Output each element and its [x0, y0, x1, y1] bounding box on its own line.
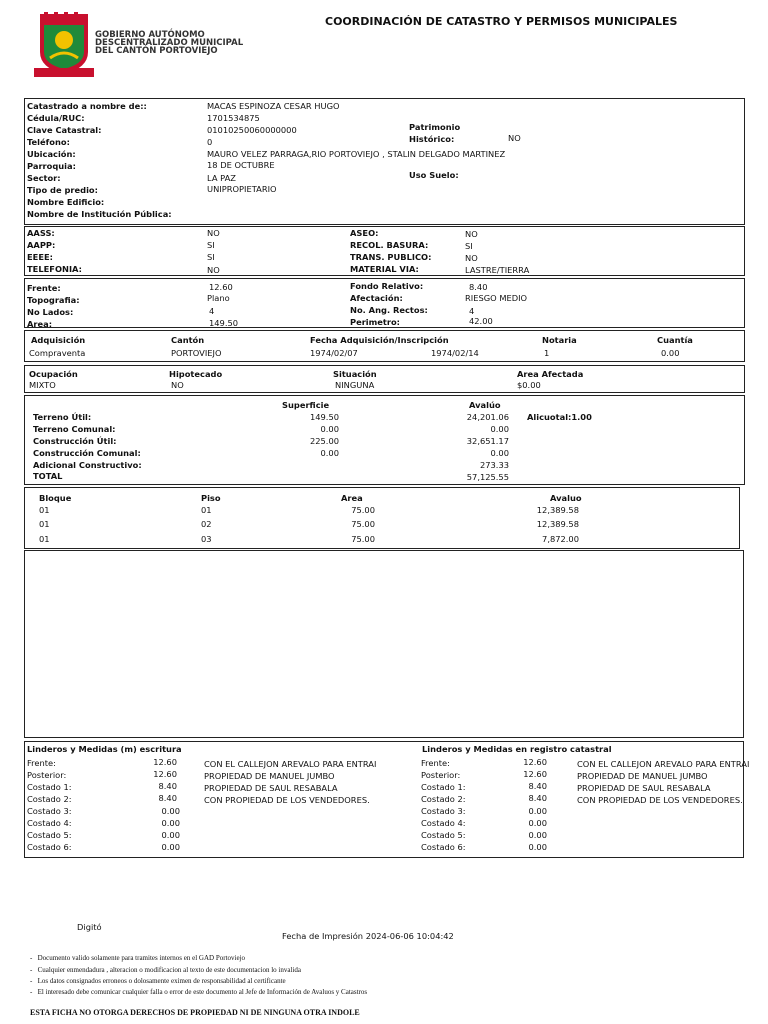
footer-note: - El interesado debe comunicar cualquier falla o error de este documento al Jefe de Información de Avaluos y Catastros	[30, 988, 368, 996]
service-label: AASS:	[27, 228, 55, 238]
measure-label: Fondo Relativo:	[350, 281, 424, 291]
historico-label: Histórico:	[409, 134, 455, 144]
measure-value: RIESGO MEDIO	[465, 293, 528, 303]
area-cell: 75.00	[351, 505, 375, 515]
avaluo-cell: 7,872.00	[542, 534, 579, 544]
occupation-header: Situación	[333, 369, 377, 379]
lindero-value: 12.60	[153, 769, 177, 779]
owner-value: UNIPROPIETARIO	[207, 184, 277, 194]
measure-label: Frente:	[27, 283, 61, 293]
lindero-description: PROPIEDAD DE SAUL RESABALA	[577, 783, 711, 793]
owner-label: Ubicación:	[27, 149, 76, 159]
linderos-catastral-title: Linderos y Medidas en registro catastral	[422, 744, 612, 754]
linderos-escritura-title: Linderos y Medidas (m) escritura	[27, 744, 182, 754]
service-label: TELEFONIA:	[27, 264, 82, 274]
service-label: TRANS. PUBLICO:	[350, 252, 432, 262]
owner-value: 18 DE OCTUBRE	[207, 160, 275, 170]
print-date: Fecha de Impresión 2024-06-06 10:04:42	[282, 931, 454, 941]
acquisition-value: 1974/02/14	[431, 348, 479, 358]
linderos-section	[24, 741, 750, 858]
footer-note: - Los datos consignados erroneos o dolosamente eximen de responsabilidad al certificante	[30, 977, 286, 985]
lindero-value: 12.60	[523, 757, 547, 767]
acquisition-section	[24, 330, 745, 362]
lindero-label: Costado 2:	[27, 794, 72, 804]
municipal-logo	[32, 12, 96, 80]
lindero-value: 8.40	[528, 781, 547, 791]
acquisition-header: Cantón	[171, 335, 205, 345]
valuation-avaluo: 24,201.06	[466, 412, 509, 422]
lindero-value: 0.00	[528, 842, 547, 852]
lindero-label: Costado 6:	[421, 842, 466, 852]
lindero-label: Frente:	[421, 758, 450, 768]
blocks-header: Bloque	[39, 493, 72, 503]
acquisition-value: 1974/02/07	[310, 348, 358, 358]
service-value: NO	[465, 253, 478, 263]
owner-label: Catastrado a nombre de::	[27, 101, 147, 111]
owner-label: Clave Catastral:	[27, 125, 102, 135]
service-value: SI	[207, 252, 215, 262]
lindero-label: Costado 4:	[27, 818, 72, 828]
lindero-description: CON PROPIEDAD DE LOS VENDEDORES.	[577, 795, 743, 805]
valuation-row-label: Construcción Comunal:	[33, 448, 141, 458]
owner-value: LA PAZ	[207, 173, 236, 183]
service-value: SI	[465, 241, 473, 251]
service-value: LASTRE/TIERRA	[465, 265, 530, 275]
digito-label: Digitó	[77, 922, 102, 932]
owner-value: MAURO VELEZ PARRAGA,RIO PORTOVIEJO , STALIN DELGADO MARTINEZ	[207, 149, 506, 159]
patrimonio-label: Patrimonio	[409, 122, 461, 132]
lindero-description: CON EL CALLEJON AREVALO PARA ENTRAI	[577, 759, 750, 769]
valuation-row-label: TOTAL	[33, 471, 63, 481]
lindero-label: Costado 1:	[421, 782, 466, 792]
avaluo-cell: 12,389.58	[536, 505, 579, 515]
valuation-superficie: 225.00	[309, 436, 339, 446]
measure-value: 8.40	[469, 282, 488, 292]
measure-label: Area:	[27, 319, 53, 329]
lindero-label: Costado 5:	[421, 830, 466, 840]
footer-note: - Documento valido solamente para tramites internos en el GAD Portoviejo	[30, 954, 246, 962]
measure-value: 4	[469, 306, 475, 316]
service-value: SI	[207, 240, 215, 250]
table-row	[25, 505, 739, 517]
lindero-label: Posterior:	[27, 770, 67, 780]
lindero-label: Costado 1:	[27, 782, 72, 792]
floor-cell: 02	[201, 519, 212, 529]
lindero-description: PROPIEDAD DE SAUL RESABALA	[204, 783, 338, 793]
measure-value: 4	[209, 306, 215, 316]
lindero-label: Costado 4:	[421, 818, 466, 828]
service-label: MATERIAL VIA:	[350, 264, 419, 274]
occupation-value: $0.00	[517, 380, 541, 390]
owner-label: Nombre de Institución Pública:	[27, 209, 172, 219]
acquisition-header: Fecha Adquisición/Inscripción	[310, 335, 449, 345]
measure-value: Plano	[207, 293, 230, 303]
lindero-value: 0.00	[161, 806, 180, 816]
valuation-superficie: 0.00	[320, 448, 339, 458]
plan-image-area	[24, 550, 744, 738]
valuation-avaluo: 32,651.17	[466, 436, 509, 446]
lindero-description: CON PROPIEDAD DE LOS VENDEDORES.	[204, 795, 370, 805]
org-name-line-1: GOBIERNO AUTÓNOMO	[95, 30, 205, 40]
lindero-value: 0.00	[161, 830, 180, 840]
block-cell: 01	[39, 505, 50, 515]
occupation-header: Hipotecado	[169, 369, 223, 379]
page-title: COORDINACIÓN DE CATASTRO Y PERMISOS MUNICIPALES	[325, 15, 678, 28]
valuation-avaluo: 273.33	[479, 460, 509, 470]
block-cell: 01	[39, 534, 50, 544]
measure-label: No Lados:	[27, 307, 74, 317]
owner-label: Parroquia:	[27, 161, 76, 171]
occupation-header: Ocupación	[29, 369, 78, 379]
blocks-header: Avaluo	[550, 493, 582, 503]
service-label: ASEO:	[350, 228, 379, 238]
org-name-line-3: DEL CANTÓN PORTOVIEJO	[95, 46, 218, 56]
avaluo-header: Avalúo	[469, 400, 501, 410]
lindero-value: 8.40	[158, 793, 177, 803]
uso-suelo-label: Uso Suelo:	[409, 170, 459, 180]
owner-label: Cédula/RUC:	[27, 113, 85, 123]
lindero-label: Posterior:	[421, 770, 461, 780]
lindero-value: 8.40	[528, 793, 547, 803]
footer-note: - Cualquier enmendadura , alteracion o modificacion al texto de este documentacion lo invalida	[30, 966, 301, 974]
owner-label: Sector:	[27, 173, 61, 183]
acquisition-value: PORTOVIEJO	[171, 348, 222, 358]
historico-value: NO	[508, 133, 521, 143]
lindero-label: Costado 6:	[27, 842, 72, 852]
lindero-value: 0.00	[161, 842, 180, 852]
owner-label: Tipo de predio:	[27, 185, 98, 195]
owner-value: MACAS ESPINOZA CESAR HUGO	[207, 101, 340, 111]
lindero-value: 0.00	[528, 830, 547, 840]
owner-value: 01010250060000000	[207, 125, 297, 135]
blocks-table	[24, 487, 740, 549]
area-cell: 75.00	[351, 519, 375, 529]
floor-cell: 03	[201, 534, 212, 544]
service-value: NO	[465, 229, 478, 239]
valuation-row-label: Terreno Comunal:	[33, 424, 116, 434]
measure-label: Topografia:	[27, 295, 80, 305]
valuation-row-label: Construcción Útil:	[33, 436, 117, 446]
lindero-value: 12.60	[523, 769, 547, 779]
lindero-value: 8.40	[158, 781, 177, 791]
valuation-avaluo: 0.00	[490, 448, 509, 458]
valuation-row-label: Terreno Útil:	[33, 412, 92, 422]
service-label: AAPP:	[27, 240, 56, 250]
valuation-superficie: 0.00	[320, 424, 339, 434]
occupation-header: Area Afectada	[517, 369, 584, 379]
service-value: NO	[207, 265, 220, 275]
blocks-header: Piso	[201, 493, 221, 503]
disclaimer: ESTA FICHA NO OTORGA DERECHOS DE PROPIEDAD NI DE NINGUNA OTRA INDOLE	[30, 1008, 360, 1017]
owner-label: Nombre Edificio:	[27, 197, 105, 207]
acquisition-header: Notaria	[542, 335, 577, 345]
occupation-value: NINGUNA	[335, 380, 375, 390]
measure-value: 12.60	[209, 282, 233, 292]
occupation-value: MIXTO	[29, 380, 56, 390]
measures-section	[24, 278, 745, 328]
measure-label: Perimetro:	[350, 317, 400, 327]
lindero-label: Costado 3:	[27, 806, 72, 816]
area-cell: 75.00	[351, 534, 375, 544]
block-cell: 01	[39, 519, 50, 529]
owner-value: 1701534875	[207, 113, 260, 123]
acquisition-header: Adquisición	[31, 335, 86, 345]
table-row	[25, 519, 739, 531]
lindero-description: PROPIEDAD DE MANUEL JUMBO	[577, 771, 708, 781]
lindero-label: Costado 3:	[421, 806, 466, 816]
measure-label: No. Ang. Rectos:	[350, 305, 428, 315]
lindero-label: Frente:	[27, 758, 56, 768]
measure-label: Afectación:	[350, 293, 403, 303]
acquisition-header: Cuantía	[657, 335, 693, 345]
acquisition-value: Compraventa	[29, 348, 86, 358]
owner-section	[24, 98, 745, 225]
measure-value: 42.00	[469, 316, 493, 326]
services-section	[24, 226, 745, 276]
valuation-row-label: Adicional Constructivo:	[33, 460, 142, 470]
lindero-description: CON EL CALLEJON AREVALO PARA ENTRAI	[204, 759, 377, 769]
lindero-value: 0.00	[528, 806, 547, 816]
avaluo-cell: 12,389.58	[536, 519, 579, 529]
valuation-section	[24, 395, 745, 485]
lindero-value: 0.00	[528, 818, 547, 828]
alicuota-label: Alicuotal:1.00	[527, 412, 592, 422]
valuation-avaluo: 0.00	[490, 424, 509, 434]
measure-value: 149.50	[209, 318, 239, 328]
lindero-value: 0.00	[161, 818, 180, 828]
org-name-line-2: DESCENTRALIZADO MUNICIPAL	[95, 38, 244, 48]
owner-label: Teléfono:	[27, 137, 70, 147]
valuation-superficie: 149.50	[309, 412, 339, 422]
lindero-value: 12.60	[153, 757, 177, 767]
owner-value: 0	[207, 137, 213, 147]
service-label: RECOL. BASURA:	[350, 240, 429, 250]
valuation-total: 57,125.55	[466, 472, 509, 482]
occupation-section	[24, 365, 745, 393]
service-label: EEEE:	[27, 252, 53, 262]
lindero-description: PROPIEDAD DE MANUEL JUMBO	[204, 771, 335, 781]
table-row	[25, 534, 739, 546]
superficie-header: Superficie	[282, 400, 330, 410]
service-value: NO	[207, 228, 220, 238]
lindero-label: Costado 2:	[421, 794, 466, 804]
lindero-label: Costado 5:	[27, 830, 72, 840]
floor-cell: 01	[201, 505, 212, 515]
blocks-header: Area	[341, 493, 363, 503]
occupation-value: NO	[171, 380, 184, 390]
acquisition-value: 1	[544, 348, 550, 358]
acquisition-value: 0.00	[661, 348, 680, 358]
